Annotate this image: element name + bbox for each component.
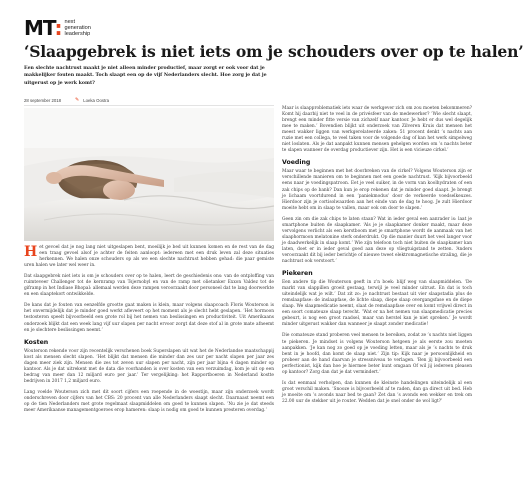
section-heading-kosten: Kosten <box>24 338 49 346</box>
paragraph: Een andere tip die Wouterson geeft in z’n boek: blijf weg van slaapmiddelen. ‘De markt van slappillen groeit gestaag, terwijl je veel minder uitrust. En dat is toch uiteindelijk wat je wilt.’ Dat zit zo: je nachtrust bestaat uit vier slaapstadia plus de remslaapfase: de inslaapfase, de lichte slaap, diepe slaap overgangsfase en de diepe slaap. We slaapmedicatie neemt, slaat de remslaapfase over en komt vrijwel direct in een soort comateuze slaap terecht. ‘Wat er na het nemen van slaapmedicatie precies gebeurt, is nog een groot raadsel, maar van herstel kan je niet spreken.’ Je wordt minder uitgerust wakker dan wanneer je slaapt zonder medicatie! <box>282 280 472 328</box>
woman-in-bed-illustration <box>24 108 274 241</box>
logo-tagline: next generation leadership <box>64 19 91 37</box>
article-meta <box>24 97 274 103</box>
pen-icon: ✎ <box>75 97 80 103</box>
site-header <box>24 18 91 44</box>
article-title: ‘Slaapgebrek is niet iets om je schouders over op te halen’ <box>24 42 524 61</box>
publish-date: 28 september 2018 <box>24 97 62 103</box>
article-body-left <box>24 245 274 419</box>
section-heading-piekeren: Piekeren <box>282 270 313 278</box>
paragraph: Die comateuze stand proberen veel mensen te bereiken, zodat ze ’s nachts niet liggen te piekeren. Je mindset is volgens Wouterson hetgeen je als eerste zou moeten aanpakken. ‘Je kan nog zo goed op je voeding letten, maar als je ’s nachts te druk bent in je hoofd, dan komt de slaap niet.’ Zijn tip: Kijk naar je persoonlijkheid en probeer aan de hand daarvan je stressniveau te verlagen. ‘Ben jij bijvoorbeeld een perfectionist, kijk dan hoe je hiermee beter kunt omgaan Of wil jij iedereen pleasen op kantoor? Zorg dan dat je dat vermindert.’ <box>282 333 472 375</box>
paragraph: Het gevoel dat je nog lang niet uitgeslapen bent, moeilijk je bed uit kunnen komen en de rest van de dag een traag gevoel alsof je achter de feiten aanloopt: iedereen met een druk leven zal deze situaties herkennen. We halen onze schouders op als we een slechte nachtrust hebben gehad: die paar gemiste uren halen we later wel weer in. <box>24 244 274 269</box>
paragraph: De kans dat je fouten van eenzelfde grootte gaat maken is klein, maar volgens slaapcoach Floris Wouterson is het onvermijdelijk dat je minder goed werkt afleveert op het moment als je slecht hebt geslapen. ‘Het hormoon testosteron speelt bijvoorbeeld een grote rol bij het nemen van beslissingen en productiviteit. Uit Amerikaans onderzoek blijkt dat een week lang vijf uur slapen per nacht ervoor zorgt dat deze stof al in grote mate afneemt en je slechtere beslissingen neemt.’ <box>24 303 274 333</box>
paragraph: Geen zin om die zak chips te laten staan? Wat in ieder geval een aanrader is: laat je smartphone buiten de slaapkamer. ‘Als je je slaapkamer donker maakt, maar deze vervolgens verlicht als een kerstboom met je smartphone wordt de aanmaak van het slaaphormoon melatonine sterk onderdrukt. Op die manier duurt het veel langer voor je daadwerkelijk in slaap komt.’ Wie zijn telefoon toch niet buiten de slaapkamer kan laten, doet er in ieder geval goed aan deze op vliegtuigstand te zetten. ‘Anders veroorzaakt dit bij ieder berichtje of nieuwe tweet elektromagnetische straling, die je nachtrust ook verstoort.’ <box>282 216 472 265</box>
paragraph: Maar is slaapproblematiek iets waar de werkgever zich om zou moeten bekommeren? Komt hij daarbij niet te veel in de privésfeer van de medewerker? ‘Wie slecht slaapt, brengt een minder fitte versie van zichzelf naar kantoor. Je hebt er dus wel degelijk mee te maken.’ Bovendien blijkt uit onderzoek van Zilveren Kruis dat mensen het meest wakker liggen van werkgerelateerde zaken: 51 procent denkt ’s nachts aan ruzie met een collega, te veel taken voor de volgende dag of kan het werk simpelweg niet loslaten. Als je dat aanpakt kunnen mensen gehelgen worden om ’s nachts beter te slapen wanneer de overdag productiever zijn. Het is een vicieuze cirkel.’ <box>282 106 472 154</box>
article-photo <box>24 108 274 241</box>
article-page <box>24 16 524 484</box>
paragraph: Lang voelde Wouterson zich met dit soort cijfers een roepende in de woestijn, maar zijn onderzoek wordt onderschreven door cijfers van het CBS: 20 procent van alle Nederlanders slaapt slecht. Daarnaast neemt een op de tien Nederlanders met grote regelmaat slaapmiddelen om goed te kunnen slapen. ‘Nu zie je dat steeds meer Amerikaanse managementgoeroes erop hameren: slaap is nodig om goed te kunnen presteren overdag.’ <box>24 389 274 414</box>
divider <box>24 105 274 106</box>
paragraph: Dat slaapgebrek niet iets is om je schouders over op te halen, leert de geschiedenis ons: van de ontploffing van ruimteveer Challenger tot de kernramp van Tsjernobyl en van de ramp met olietanker Exxon Valdez tot de giframp in het Indiase Bhopal: allemaal werden deze rampen veroorzaakt door personeel dat te lang doorwerkte en een slaaptekort ontwikkelde. <box>24 274 274 298</box>
author-link[interactable]: Loeka Oostra <box>83 97 110 103</box>
logo-mark: MT: <box>24 16 62 40</box>
paragraph: Is dat eenmaal verholpen, dan kunnen de kleinste handelingen uiteindelijk al een groot verschil maken. ‘Snooze is bijvoorbeeld af te raden, dan ga direct uit bed. Heb je moeite om ’s avonds naar bed te gaan? Zet dan ’s avonds een wekker en trek om 22.00 uur de stekker uit je router. Wedden dat je snel onder de wol ligt?’ <box>282 380 472 404</box>
paragraph: Wouterson rekende voor zijn recentelijk verschenen boek Superslapen uit wat het de Nederlandse maatschappij kost als mensen slecht slapen. ‘Het blijkt dat mensen die minder dan zes uur per nacht slapen per jaar zes dagen meer ziek zijn. Mensen die zes tot zeven uur slapen per nacht, zijn per jaar bijna 4 dagen minder op kantoor. Als je dat uitrekent met de data die voorhanden is over kosten van een verzuimdag, kom je uit op een bedrag van meer dan 12 miljard euro per jaar.’ Ter vergelijking: het Rapportboeren in Nederland kostte bedrijven in 2017 1,2 miljard euro. <box>24 348 274 384</box>
paragraph: Maar waar te beginnen met het doorbreken van de cirkel? Volgens Wouterson zijn er verschillende manieren om te beginnen met een goede nachtrust. ‘Kijk bijvoorbeeld eens naar je voedingspatroon. Eet je veel suiker, in de vorm van koolhydraten of een zak chips op de bank? Dan kun je erop rekenen dat je minder goed slaapt. Je brengt je lichaam voortdurend in een ‘paniekmodus’ door de verkeerde voedselkeuzes. Hierdoor zijn je cortisolwaarden aan het einde van de dag te hoog. Je zult Hierdoor moeite hebt om in slaap te vallen, maar ook om door te slapen.’ <box>282 169 472 211</box>
article-body-right <box>282 106 472 410</box>
site-logo[interactable] <box>24 18 91 38</box>
section-heading-voeding: Voeding <box>282 159 311 167</box>
dropcap: H <box>24 244 38 260</box>
article-intro: Een slechte nachtrust maakt je niet alleen minder productief, maar zorgt er ook voor dat je makkelijker fouten maakt. Toch slaapt een op de vijf Nederlanders slecht. Hoe zorg je dat je uitgerust op je werk komt? <box>24 66 267 86</box>
